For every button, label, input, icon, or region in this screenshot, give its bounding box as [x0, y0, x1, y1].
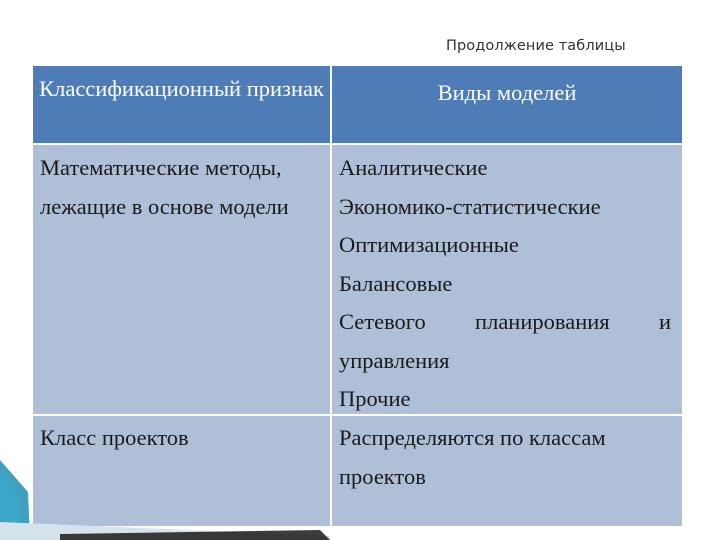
header-divider: [33, 143, 682, 145]
list-item: Сетевого планирования и управления: [339, 309, 671, 373]
row1-feature: Математические методы, лежащие в основе модели: [40, 155, 289, 219]
list-item: Прочие: [339, 386, 411, 411]
models-table: [33, 66, 682, 526]
row1-kinds-list: [339, 149, 671, 419]
header-model-kinds: Виды моделей: [332, 66, 682, 143]
row2-kinds: Распределяются по классам проектов: [339, 425, 606, 489]
list-item: Балансовые: [339, 270, 453, 296]
table-continuation-caption: Продолжение таблицы: [446, 38, 626, 54]
column-divider: [330, 66, 332, 526]
list-item: Оптимизационные: [339, 232, 519, 257]
list-item: Экономико-статистические: [339, 193, 601, 219]
corner-decoration: [0, 460, 330, 540]
list-item: Аналитические: [339, 155, 488, 180]
header-feature: Классификационный признак: [33, 66, 330, 143]
row2-feature: Класс проектов: [40, 425, 189, 450]
